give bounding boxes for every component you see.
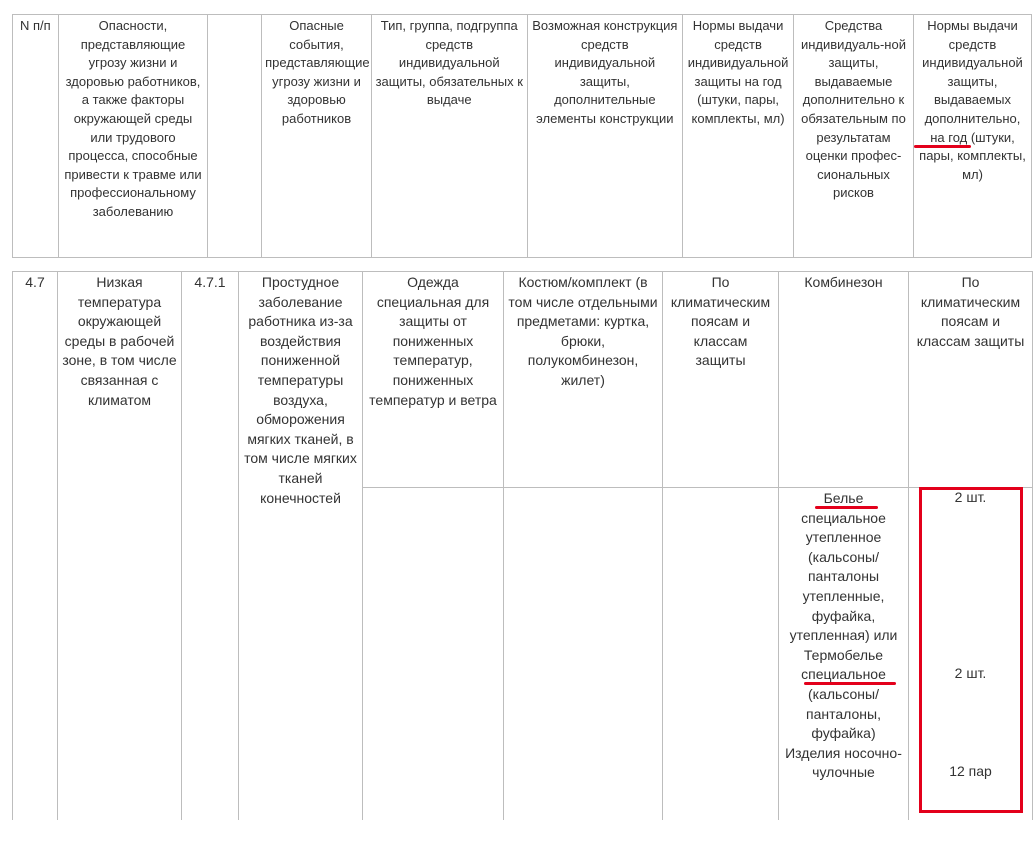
norm-thermal: 2 шт. bbox=[954, 665, 987, 681]
norm-underwear: 2 шт. bbox=[954, 489, 987, 505]
highlight-underline-header bbox=[914, 145, 971, 148]
row-hazard: Низкая температура окружающей среды в рабочей зоне, в том числе связанная с климатом bbox=[58, 272, 182, 828]
page-bottom bbox=[0, 820, 1034, 842]
header-ppe-type: Тип, группа, подгруппа средств индивидуальной защиты, обязательных к выдаче bbox=[371, 15, 527, 258]
row2-norm bbox=[663, 488, 779, 828]
header-hazards: Опасности, представляющие угрозу жизни и здоровью работников, а также факторы окружающей среды или трудового процесса, способные привести к травме или профессиональному заболеванию bbox=[58, 15, 207, 258]
highlight-underline-thermal bbox=[804, 682, 896, 685]
header-construction: Возможная конструкция средств индивидуальной защиты, дополнительные элементы конструкции bbox=[527, 15, 683, 258]
row-extra-item: Комбинезон bbox=[779, 272, 909, 488]
row-extra-norm: По климатическим поясам и классам защиты bbox=[909, 272, 1033, 488]
header-extra-ppe: Средства индивидуаль-ной защиты, выдаваемые дополнительно к обязательным по результатам оценки профес-сиональных рисков bbox=[793, 15, 913, 258]
header-extra-norms-part2: (штуки, пары, комплекты, мл) bbox=[919, 129, 1026, 182]
item-thermal-title: Термобелье bbox=[803, 646, 884, 663]
highlight-box-norms bbox=[919, 487, 1023, 813]
norm-socks: 12 пар bbox=[949, 763, 992, 779]
item-socks: Изделия носочно-чулочные bbox=[785, 744, 902, 781]
body-table bbox=[12, 271, 1033, 828]
row-number: 4.7 bbox=[13, 272, 58, 828]
header-extra-norms bbox=[913, 15, 1031, 258]
header-table bbox=[12, 14, 1032, 258]
row-construction: Костюм/комплект (в том числе отдельными предметами: куртка, брюки, полукомбинезон, жилет) bbox=[504, 272, 663, 488]
item-underwear-desc: специальное утепленное (кальсоны/ панталоны утепленные, фуфайка, утепленная) или bbox=[789, 509, 898, 644]
row-norm: По климатическим поясам и классам защиты bbox=[663, 272, 779, 488]
header-empty bbox=[208, 15, 262, 258]
row-subnumber: 4.7.1 bbox=[182, 272, 239, 828]
header-events: Опасные события, представляющие угрозу жизни и здоровью работников bbox=[262, 15, 372, 258]
row-event: Простудное заболевание работника из-за воздействия пониженной температуры воздуха, обморожения мягких тканей, в том числе мягких тканей конечностей bbox=[239, 272, 363, 828]
row2-ppe-type bbox=[363, 488, 504, 828]
row2-construction bbox=[504, 488, 663, 828]
item-thermal-desc: специальное (кальсоны/ панталоны, фуфайка) bbox=[801, 666, 886, 742]
row-ppe-type: Одежда специальная для защиты от пониженных температур, пониженных температур и ветра bbox=[363, 272, 504, 488]
highlight-underline-underwear bbox=[815, 506, 878, 509]
item-underwear-title: Белье bbox=[823, 490, 864, 506]
header-norms: Нормы выдачи средств индивидуальной защиты на год (штуки, пары, комплекты, мл) bbox=[683, 15, 794, 258]
header-extra-norms-part1: Нормы выдачи средств индивидуальной защиты, выдаваемых дополнительно, bbox=[922, 18, 1023, 126]
header-number: N п/п bbox=[13, 15, 59, 258]
header-extra-norms-highlight: на год bbox=[930, 129, 968, 145]
row2-extra-items bbox=[779, 488, 909, 828]
